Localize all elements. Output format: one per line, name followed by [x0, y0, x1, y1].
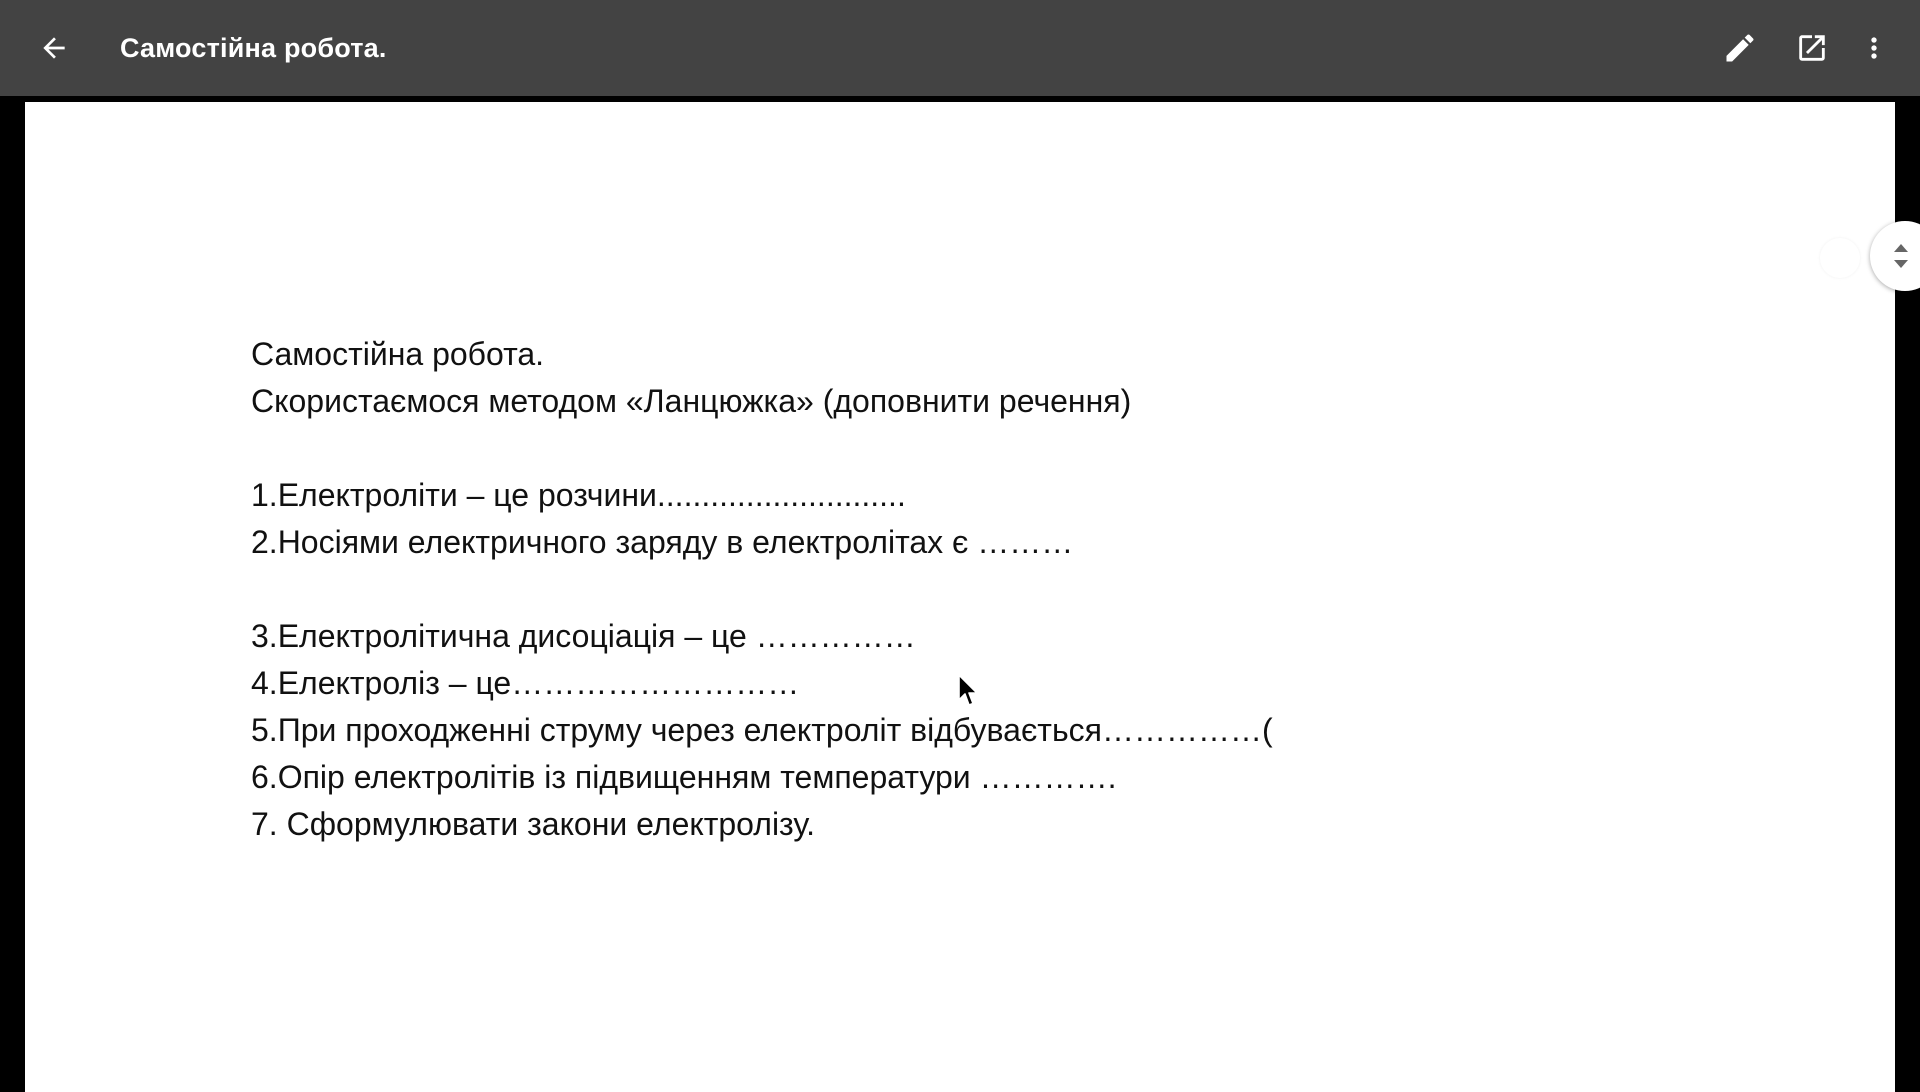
open-in-new-icon: [1795, 31, 1829, 65]
task-item-3: 3.Електролітична дисоціація – це ……………: [251, 618, 916, 654]
document-page: [25, 102, 1895, 1092]
document-viewer[interactable]: [0, 96, 1920, 1080]
arrow-back-icon: [38, 32, 70, 64]
blank-line: [251, 425, 1273, 472]
document-body: [251, 331, 1273, 848]
document-subheading: Скористаємося методом «Ланцюжка» (доповнити речення): [251, 383, 1132, 419]
document-heading: Самостійна робота.: [251, 336, 545, 372]
task-item-5: 5.При проходженні струму через електроліт відбувається……………(: [251, 712, 1273, 748]
document-title: Самостійна робота.: [120, 33, 387, 63]
task-item-4: 4.Електроліз – це………………………: [251, 665, 800, 701]
more-options-button[interactable]: [1850, 24, 1898, 72]
more-vert-icon: [1858, 32, 1890, 64]
edit-button[interactable]: [1716, 24, 1764, 72]
task-item-2: 2.Носіями електричного заряду в електролітах є ………: [251, 524, 1074, 560]
mouse-cursor-icon: [958, 674, 980, 708]
app-toolbar: [0, 0, 1920, 96]
scroll-updown-icon: [1891, 238, 1911, 274]
blank-line: [251, 566, 1273, 613]
task-item-7: 7. Сформулювати закони електролізу.: [251, 806, 816, 842]
task-item-1: 1.Електроліти – це розчини............................: [251, 477, 906, 513]
task-item-6: 6.Опір електролітів із підвищенням температури ………….: [251, 759, 1117, 795]
back-button[interactable]: [30, 24, 78, 72]
scroll-handle-shadow: [1820, 238, 1860, 278]
pencil-icon: [1722, 30, 1758, 66]
open-in-new-button[interactable]: [1788, 24, 1836, 72]
